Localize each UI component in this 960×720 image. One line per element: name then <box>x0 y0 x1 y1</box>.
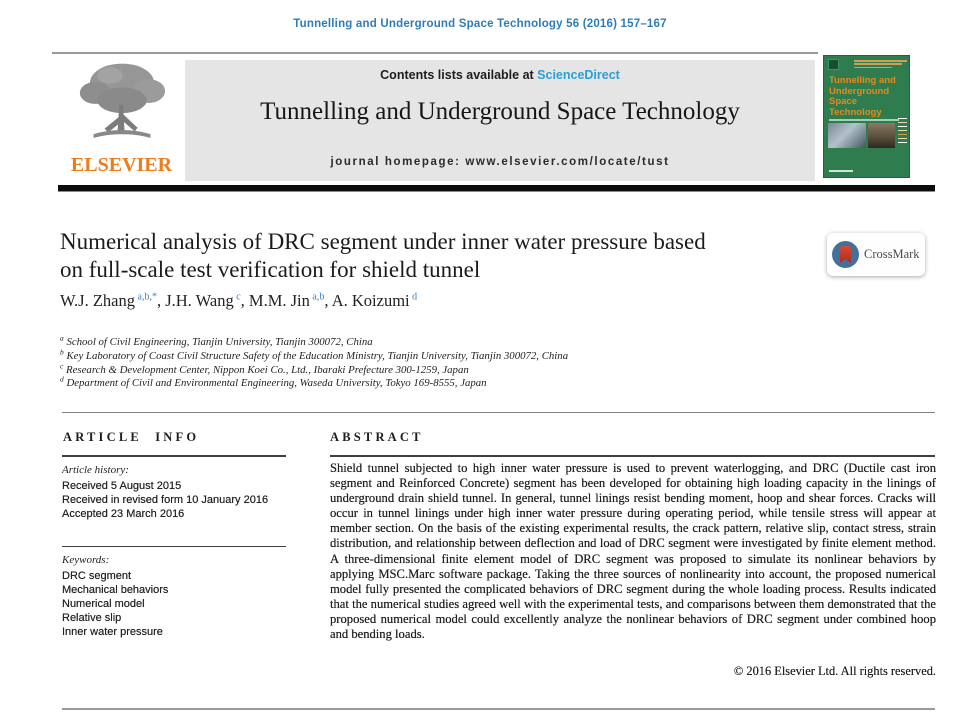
affiliation-mark: c <box>60 361 64 370</box>
history-item: Received in revised form 10 January 2016 <box>62 494 269 506</box>
article-history-label: Article history: <box>62 464 129 476</box>
affiliation-line <box>60 374 568 391</box>
authors-line: W.J. Zhang $^{a,b,*}$, J.H. Wang $^c$, M.M. Jin $^{a,b}$, A. Koizumi $^d$ <box>60 291 418 310</box>
journal-title: Tunnelling and Underground Space Technology <box>260 98 740 125</box>
affiliation-line <box>60 347 569 364</box>
affiliation-mark: a <box>60 333 64 343</box>
section-top-rule <box>62 412 935 413</box>
author-affiliation-mark: c <box>233 291 241 303</box>
keyword-item: Numerical model <box>62 598 145 610</box>
contents-prefix-text: Contents lists available at <box>380 68 538 82</box>
crossmark-label: CrossMark <box>864 247 920 261</box>
abstract-text: Shield tunnel subjected to high inner water pressure is used to prevent waterlogging, and DRC (Ductile cast iron segment and Reinforced Concrete) segment has been developed for obtaining high loading capacity in the linings of underground drain shield tunnel. In general, tunnel linings resist bending moment, hoop and shear forces. Cracks will occur in tunnel linings under high inner water pressure during operating period, while tensile stress will appear at member section. On the basis of the existing experimental results, the crack pattern, relative slip, contact stress, strain distribution, and relationship between deflection and load of DRC segment were investigated by finite element method. A three-dimensional finite element model of DRC segment was proposed to simulate its nonlinear behaviors by applying MSC.Marc software package. Taking the three sources of nonlinearity into account, the proposed numerical model fully presented the complicated behaviors of DRC segment during the whole loading process. Results indicated that the numerical studies agreed well with the experimental tests, and comparisons between them demonstrated that the proposed numerical model could excellently analyze the nonlinear behaviors of DRC segment under combined hoop and bending loads. <box>330 461 936 642</box>
cover-photo-mountain <box>828 123 866 148</box>
cover-toc-line <box>898 122 907 123</box>
history-item: Accepted 23 March 2016 <box>62 508 185 520</box>
header-top-rule <box>52 52 818 54</box>
cover-toc-line <box>898 126 907 127</box>
affiliation-mark: b <box>60 347 64 357</box>
article-info-heading: ARTICLE INFO <box>63 430 200 444</box>
article-info-rule <box>62 455 286 457</box>
journal-citation: Tunnelling and Underground Space Technology 56 (2016) 157–167 <box>293 18 667 30</box>
sciencedirect-link[interactable]: ScienceDirect <box>537 68 620 82</box>
elsevier-wordmark: ELSEVIER <box>70 154 173 176</box>
affiliation-mark: d <box>60 374 64 384</box>
cover-text-line <box>854 63 902 65</box>
author-affiliation-mark: a,b,* <box>135 291 157 303</box>
cover-contents-list <box>898 118 907 146</box>
copyright-line: © 2016 Elsevier Ltd. All rights reserved. <box>733 664 936 678</box>
history-item: Received 5 August 2015 <box>62 480 182 492</box>
cover-toc-line <box>898 142 907 143</box>
keyword-item: DRC segment <box>62 570 132 582</box>
cover-text-line <box>854 67 892 69</box>
article-title <box>60 228 830 283</box>
affiliations <box>60 333 569 391</box>
keywords-label: Keywords: <box>62 554 110 566</box>
cover-publisher-logo-icon <box>828 59 839 70</box>
cover-url-line <box>829 170 853 172</box>
cover-subtitle-line <box>829 119 899 121</box>
crossmark-bookmark-icon <box>840 246 851 263</box>
author-affiliation-mark: a,b <box>309 291 325 303</box>
elsevier-logo[interactable] <box>58 57 185 181</box>
cover-header-text-lines <box>854 60 907 70</box>
keyword-item: Relative slip <box>62 612 122 624</box>
elsevier-tree-icon <box>70 59 174 147</box>
article-history-list <box>62 479 268 521</box>
abstract-heading: ABSTRACT <box>330 430 424 444</box>
affiliation-line <box>60 361 568 378</box>
journal-banner <box>185 60 815 181</box>
author-name: M.M. Jin <box>248 291 310 310</box>
cover-title: Tunnelling and Underground Space Technology <box>829 75 896 118</box>
affiliation-text: Key Laboratory of Coast Civil Structure Safety of the Education Ministry, Tianjin University, Tianjin 300072, China <box>63 349 569 362</box>
cover-text-line <box>854 60 907 62</box>
affiliation-text: Department of Civil and Environmental Engineering, Waseda University, Tokyo 169-8555, Japan <box>63 377 487 390</box>
keyword-item: Mechanical behaviors <box>62 584 169 596</box>
keywords-rule <box>62 546 286 547</box>
journal-homepage-link[interactable]: journal homepage: www.elsevier.com/locate/tust <box>330 156 670 168</box>
affiliation-text: School of Civil Engineering, Tianjin University, Tianjin 300072, China <box>63 336 373 348</box>
affiliation-text: Research & Development Center, Nippon Koei Co., Ltd., Ibaraki Prefecture 300-1259, Japan <box>63 363 469 376</box>
article-title-line-2: on full-scale test verification for shield tunnel <box>60 256 481 282</box>
crossmark-icon <box>832 241 859 268</box>
contents-line <box>185 68 815 82</box>
author-name: W.J. Zhang <box>60 291 136 310</box>
article-title-line-1: Numerical analysis of DRC segment under inner water pressure based <box>60 229 706 254</box>
cover-toc-line <box>898 118 907 119</box>
abstract-rule <box>330 455 935 457</box>
cover-photo-tunnel <box>868 123 895 148</box>
affiliation-line <box>60 333 568 350</box>
header-divider-bar <box>58 185 935 192</box>
cover-toc-line <box>898 138 907 139</box>
cover-toc-line <box>898 134 907 135</box>
author-name: A. Koizumi <box>331 291 410 310</box>
keyword-item: Inner water pressure <box>62 626 163 638</box>
author-affiliation-mark: d <box>409 291 418 303</box>
journal-cover-thumbnail[interactable] <box>823 55 910 178</box>
author-name: J.H. Wang <box>165 291 234 310</box>
crossmark-badge[interactable] <box>827 233 925 276</box>
keywords-list <box>62 569 168 639</box>
cover-toc-line <box>898 130 907 131</box>
page-bottom-rule <box>62 708 935 710</box>
